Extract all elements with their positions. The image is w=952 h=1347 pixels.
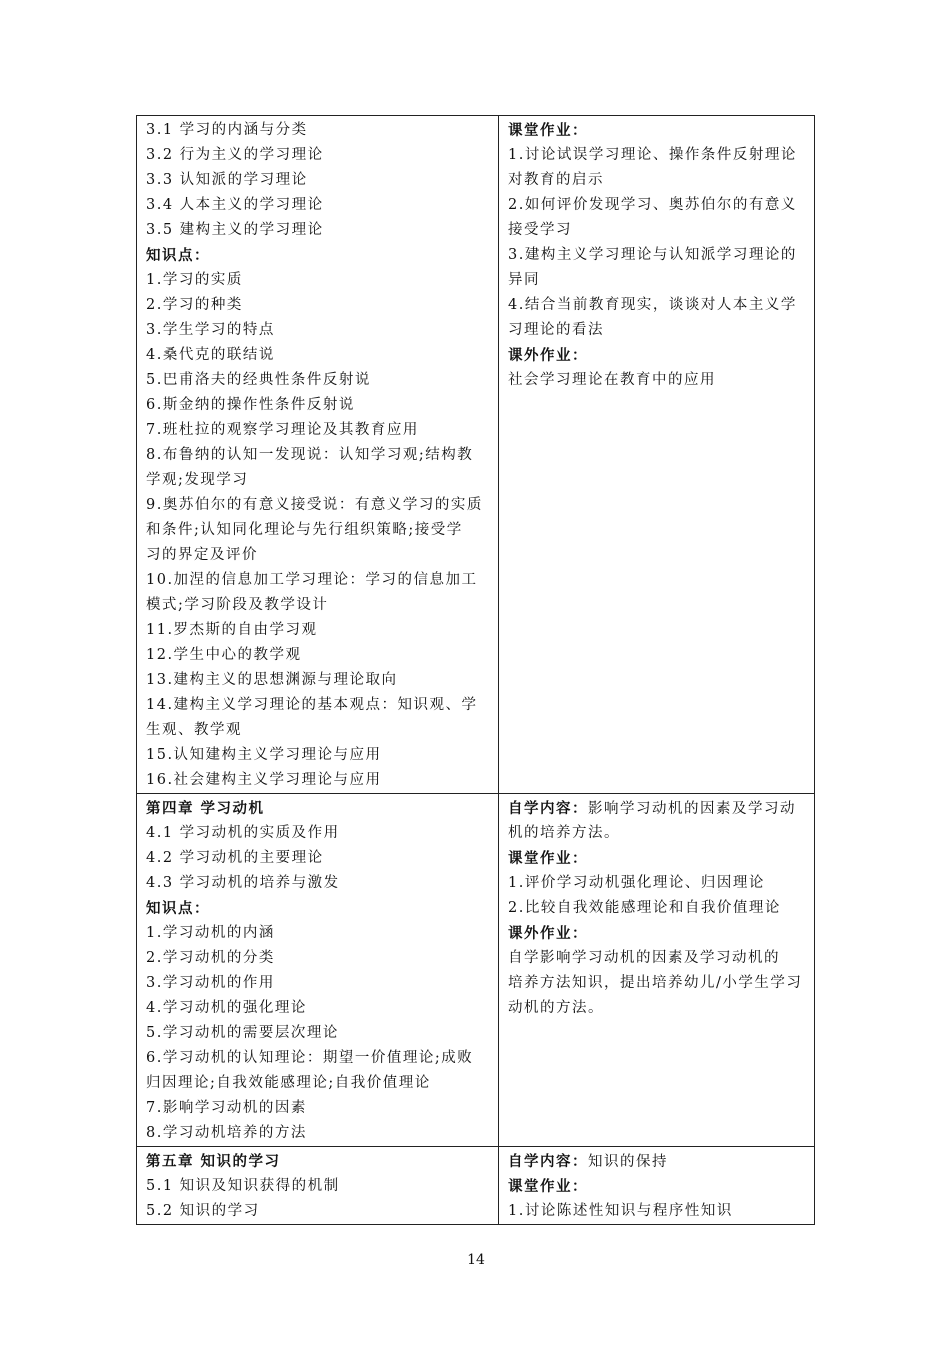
text-line: 和条件;认知同化理论与先行组织策略;接受学 [146,522,463,538]
course-outline-table [136,115,815,1225]
text-line: 习理论的看法 [508,322,604,338]
text-line: 5.2 知识的学习 [146,1203,260,1219]
text-line: 3.1 学习的内涵与分类 [146,122,308,138]
text-line: 9.奥苏伯尔的有意义接受说：有意义学习的实质 [146,497,483,513]
text-line: 对教育的启示 [508,172,604,188]
text-line: 4.1 学习动机的实质及作用 [146,825,340,841]
section-heading: 课堂作业： [508,122,588,139]
text-line: 4.2 学习动机的主要理论 [146,850,324,866]
text-line: 机的培养方法。 [508,825,620,841]
text-line: 3.学习动机的作用 [146,975,275,991]
text-line: 6.学习动机的认知理论：期望一价值理论;成败 [146,1050,474,1066]
line-text: 知识的保持 [588,1154,668,1170]
text-line: 3.4 人本主义的学习理论 [146,197,324,213]
chapter-content-cell [137,794,499,1147]
assignment-cell [499,1147,815,1225]
line-label: 自学内容： [508,1153,588,1170]
text-line: 3.2 行为主义的学习理论 [146,147,324,163]
table-row [137,794,815,1147]
section-heading: 知识点： [146,900,210,917]
text-line: 3.学生学习的特点 [146,322,275,338]
text-line: 4.桑代克的联结说 [146,347,275,363]
labeled-line [508,796,805,821]
text-line: 5.巴甫洛夫的经典性条件反射说 [146,372,371,388]
text-line: 3.3 认知派的学习理论 [146,172,308,188]
text-line: 10.加涅的信息加工学习理论：学习的信息加工 [146,572,478,588]
text-line: 社会学习理论在教育中的应用 [508,372,716,388]
text-line: 接受学习 [508,222,572,238]
text-line: 4.学习动机的强化理论 [146,1000,307,1016]
section-heading: 第四章 学习动机 [146,800,265,817]
text-line: 2.比较自我效能感理论和自我价值理论 [508,900,781,916]
section-heading: 课堂作业： [508,1178,588,1195]
chapter-content-cell [137,116,499,794]
text-line: 1.讨论陈述性知识与程序性知识 [508,1203,733,1219]
text-line: 异同 [508,272,540,288]
page-number: 14 [467,1252,485,1268]
table-body [137,116,815,1225]
text-line: 7.班杜拉的观察学习理论及其教育应用 [146,422,419,438]
text-line: 6.斯金纳的操作性条件反射说 [146,397,355,413]
text-line: 模式;学习阶段及教学设计 [146,597,329,613]
table-row [137,1147,815,1225]
text-line: 8.学习动机培养的方法 [146,1125,307,1141]
text-line: 12.学生中心的教学观 [146,647,302,663]
text-line: 生观、教学观 [146,722,242,738]
text-line: 2.如何评价发现学习、奥苏伯尔的有意义 [508,197,797,213]
text-line: 4.结合当前教育现实，谈谈对人本主义学 [508,297,797,313]
table-row [137,116,815,794]
text-line: 11.罗杰斯的自由学习观 [146,622,318,638]
text-line: 2.学习动机的分类 [146,950,275,966]
text-line: 8.布鲁纳的认知一发现说：认知学习观;结构教 [146,447,474,463]
text-line: 13.建构主义的思想渊源与理论取向 [146,672,398,688]
text-line: 1.讨论试误学习理论、操作条件反射理论 [508,147,797,163]
section-heading: 知识点： [146,247,210,264]
text-line: 动机的方法。 [508,1000,604,1016]
assignment-cell [499,794,815,1147]
section-heading: 第五章 知识的学习 [146,1153,281,1170]
labeled-line [508,1149,805,1174]
text-line: 5.1 知识及知识获得的机制 [146,1178,340,1194]
chapter-content-cell [137,1147,499,1225]
section-heading: 课外作业： [508,925,588,942]
text-line: 习的界定及评价 [146,547,258,563]
text-line: 2.学习的种类 [146,297,243,313]
text-line: 15.认知建构主义学习理论与应用 [146,747,382,763]
text-line: 3.建构主义学习理论与认知派学习理论的 [508,247,797,263]
text-line: 7.影响学习动机的因素 [146,1100,307,1116]
text-line: 归因理论;自我效能感理论;自我价值理论 [146,1075,431,1091]
text-line: 自学影响学习动机的因素及学习动机的 [508,950,780,966]
section-heading: 课堂作业： [508,850,588,867]
text-line: 3.5 建构主义的学习理论 [146,222,324,238]
text-line: 4.3 学习动机的培养与激发 [146,875,340,891]
text-line: 学观;发现学习 [146,472,249,488]
line-text: 影响学习动机的因素及学习动 [588,801,796,817]
line-label: 自学内容： [508,800,588,817]
text-line: 5.学习动机的需要层次理论 [146,1025,339,1041]
text-line: 16.社会建构主义学习理论与应用 [146,772,382,788]
assignment-cell [499,116,815,794]
text-line: 1.学习的实质 [146,272,243,288]
text-line: 14.建构主义学习理论的基本观点：知识观、学 [146,697,478,713]
text-line: 1.评价学习动机强化理论、归因理论 [508,875,765,891]
section-heading: 课外作业： [508,347,588,364]
text-line: 培养方法知识，提出培养幼儿/小学生学习 [508,975,803,991]
text-line: 1.学习动机的内涵 [146,925,275,941]
